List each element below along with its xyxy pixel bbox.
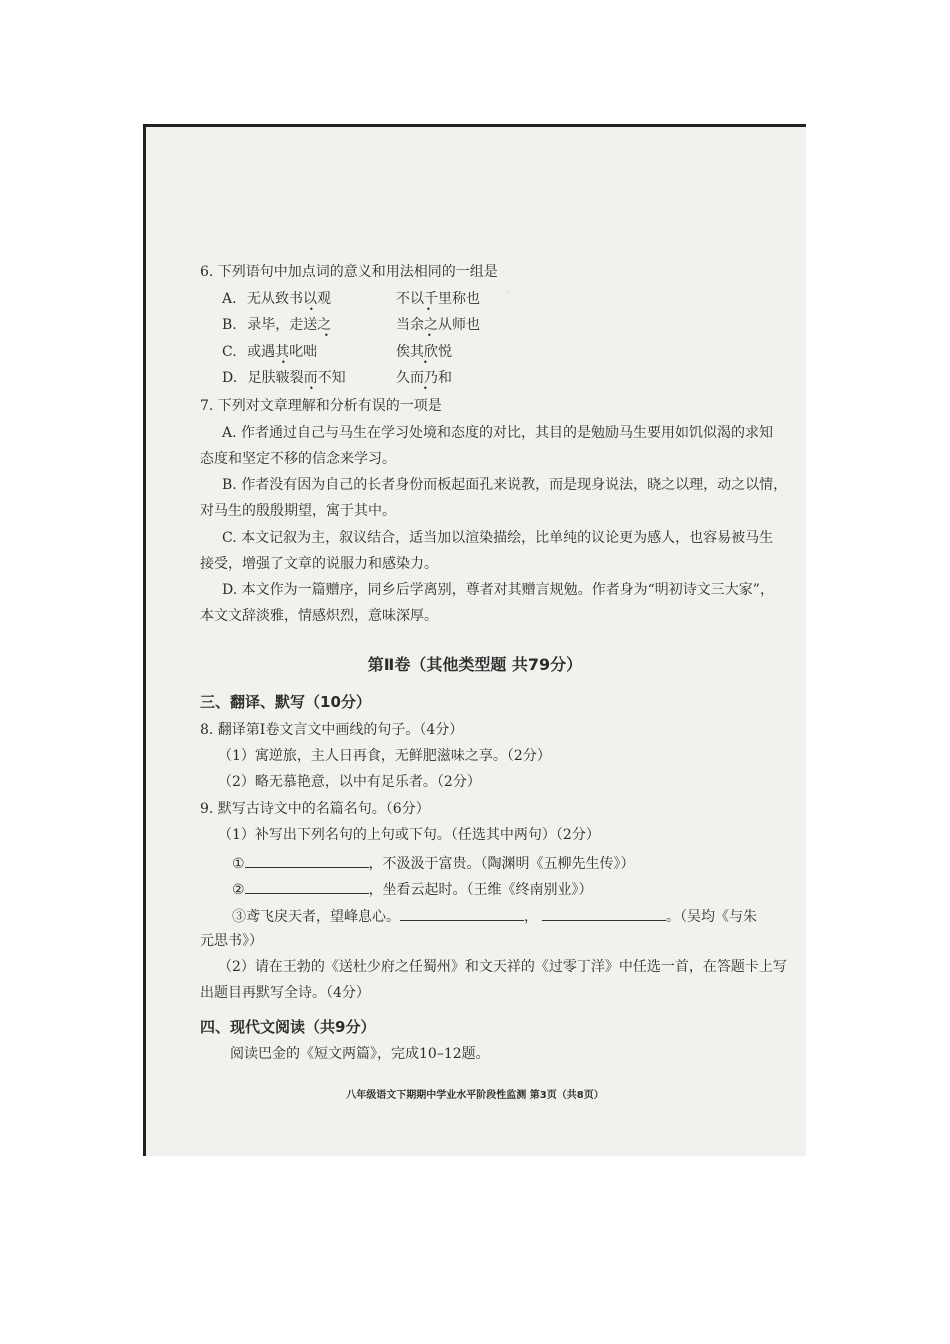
q6-option-a-right: 不以千里称也 [396,291,480,307]
q6-option-d [222,369,346,387]
q9-item3 [232,906,757,926]
q7-stem: 7. 下列对文章理解和分析有误的一项是 [200,398,442,414]
q8-sentence-1: （1）寓逆旅，主人日再食，无鲜肥滋味之享。（2分） [218,748,551,764]
option-label: A. [222,291,237,307]
option-label: C. [222,344,237,360]
emphasis-dot: • [427,331,432,340]
q7-option-d-line2: 本文文辞淡雅，情感炽烈，意味深厚。 [200,608,438,624]
answer-blank[interactable] [245,853,369,868]
emphasis-dot: • [423,358,428,367]
item-text: ，不汲汲于富贵。（陶渊明《五柳先生传》） [368,856,635,872]
section3-heading: 三、翻译、默写（10分） [200,693,371,711]
q9-item1 [232,853,635,873]
emphasis-dot: • [309,384,314,393]
q9-item3-continued: 元思书》） [200,933,263,949]
emphasis-dot: • [423,384,428,393]
option-left-text: 无从致书以观 [247,291,332,307]
q8-sentence-2: （2）略无慕艳意，以中有足乐者。（2分） [218,774,481,790]
q7-option-a-line1: A. 作者通过自己与马生在学习处境和态度的对比，其目的是勉励马生要用如饥似渴的求知 [222,425,774,441]
q7-option-a-line2: 态度和坚定不移的信念来学习。 [200,451,396,467]
item-text: ，坐看云起时。（王维《终南别业》） [368,882,593,898]
q8-stem: 8. 翻译第Ⅰ卷文言文中画线的句子。（4分） [200,722,464,738]
q9-part2-line1: （2）请在王勃的《送杜少府之任蜀州》和文天祥的《过零丁洋》中任选一首，在答题卡上写 [218,959,787,975]
item-number: ② [232,882,245,898]
emphasis-dot: • [426,305,431,314]
item-text: ③鸢飞戾天者，望峰息心。 [232,909,400,925]
option-left-text: 或遇其叱咄 [247,344,318,360]
item-text-end: 。（吴均《与朱 [666,909,757,925]
item-separator: ， [524,909,538,925]
section4-heading: 四、现代文阅读（共9分） [200,1018,376,1036]
q7-option-b-line1: B. 作者没有因为自己的长者身份而板起面孔来说教，而是现身说法，晓之以理，动之以情， [222,477,788,493]
q6-option-a [222,290,331,308]
q6-option-c-right: 俟其欣悦 [396,344,452,360]
q9-item2 [232,879,593,899]
answer-blank[interactable] [245,879,369,894]
emphasis-dot: • [324,331,329,340]
q6-stem: 6. 下列语句中加点词的意义和用法相同的一组是 [200,264,498,280]
q7-option-b-line2: 对马生的殷殷期望，寓于其中。 [200,503,396,519]
option-label: B. [222,317,237,333]
option-label: D. [222,370,238,386]
q9-part1: （1）补写出下列名句的上句或下句。（任选其中两句）（2分） [218,827,600,843]
q7-option-c-line2: 接受，增强了文章的说服力和感染力。 [200,556,438,572]
q7-option-c-line1: C. 本文记叙为主，叙议结合，适当加以渲染描绘，比单纯的议论更为感人，也容易被马生 [222,530,774,546]
option-left-text: 录毕，走送之 [247,317,332,333]
exam-sheet: 。 [143,124,806,1156]
section4-intro: 阅读巴金的《短文两篇》，完成10–12题。 [230,1046,490,1062]
emphasis-dot: • [309,305,314,314]
q6-option-b-right: 当余之从师也 [396,317,480,333]
q6-option-c [222,343,317,361]
page-footer: 八年级语文下期期中学业水平阶段性监测 第3页（共8页） [346,1090,604,1101]
answer-blank[interactable] [542,906,666,921]
option-left-text: 足肤皲裂而不知 [247,370,346,386]
q6-option-b [222,316,331,334]
answer-blank[interactable] [400,906,524,921]
emphasis-dot: • [281,358,286,367]
item-number: ① [232,856,245,872]
part2-title: 第Ⅱ卷（其他类型题 共79分） [367,655,583,674]
q7-option-d-line1: D. 本文作为一篇赠序，同乡后学离别，尊者对其赠言规勉。作者身为“明初诗文三大家”， [222,582,774,598]
q9-stem: 9. 默写古诗文中的名篇名句。（6分） [200,801,430,817]
q9-part2-line2: 出题目再默写全诗。（4分） [200,985,370,1001]
q6-option-d-right: 久而乃和 [396,370,452,386]
